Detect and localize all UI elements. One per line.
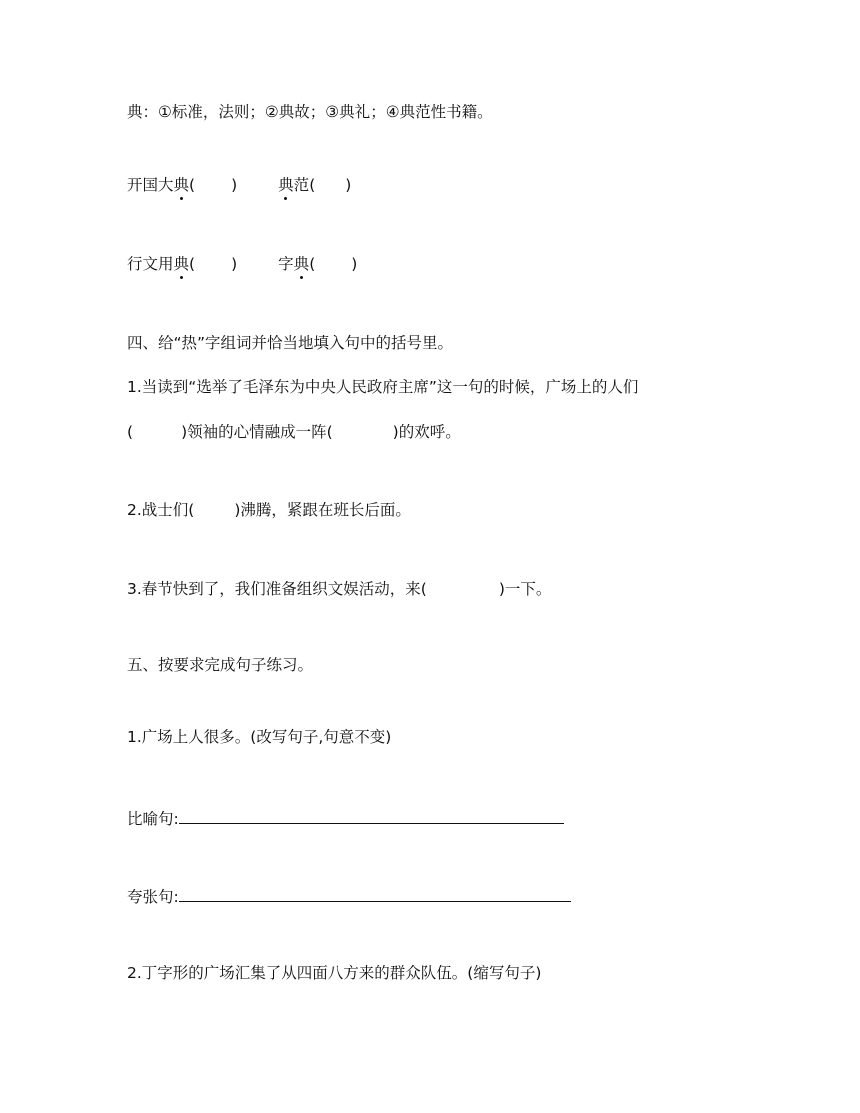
word-zidian: 字典 xyxy=(278,255,310,273)
emphasis-dot-char: 典 xyxy=(173,176,190,194)
section-4-question-1-line-2: ( )领袖的心情融成一阵( )的欢呼。 xyxy=(127,423,461,441)
emphasis-dot-char: 典 xyxy=(278,176,294,194)
hyperbole-sentence-row xyxy=(127,884,571,907)
section-4-question-2: 2.战士们( )沸腾，紧跟在班长后面。 xyxy=(127,501,411,519)
hyperbole-answer-line[interactable] xyxy=(179,884,571,902)
emphasis-dot-char: 典 xyxy=(293,255,310,273)
section-4-question-1-line-1: 1.当读到“选举了毛泽东为中央人民政府主席”这一句的时候，广场上的人们 xyxy=(127,378,639,396)
section-5-title: 五、按要求完成句子练习。 xyxy=(127,656,314,674)
hyperbole-label: 夸张句: xyxy=(127,888,179,906)
metaphor-answer-line[interactable] xyxy=(179,806,564,824)
section-5-question-1: 1.广场上人很多。(改写句子,句意不变) xyxy=(127,728,392,746)
metaphor-label: 比喻句: xyxy=(127,810,179,828)
emphasis-dot-char: 典 xyxy=(173,255,190,273)
section-4-question-3: 3.春节快到了，我们准备组织文娱活动，来( )一下。 xyxy=(127,580,552,598)
metaphor-sentence-row xyxy=(127,806,564,829)
section-5-question-2: 2.丁字形的广场汇集了从四面八方来的群众队伍。(缩写句子) xyxy=(127,964,542,982)
word-kaiguodadian: 开国大典 xyxy=(127,176,190,194)
dian-question-row-2: 行文用典( ) 字典( ) xyxy=(127,255,358,273)
dian-definition: 典：①标准，法则；②典故；③典礼；④典范性书籍。 xyxy=(127,103,493,121)
word-dianfan: 典范 xyxy=(278,176,310,194)
dian-question-row-1: 开国大典( ) 典范( ) xyxy=(127,176,352,194)
word-xingwenyongdian: 行文用典 xyxy=(127,255,190,273)
section-4-title: 四、给“热”字组词并恰当地填入句中的括号里。 xyxy=(127,334,454,352)
